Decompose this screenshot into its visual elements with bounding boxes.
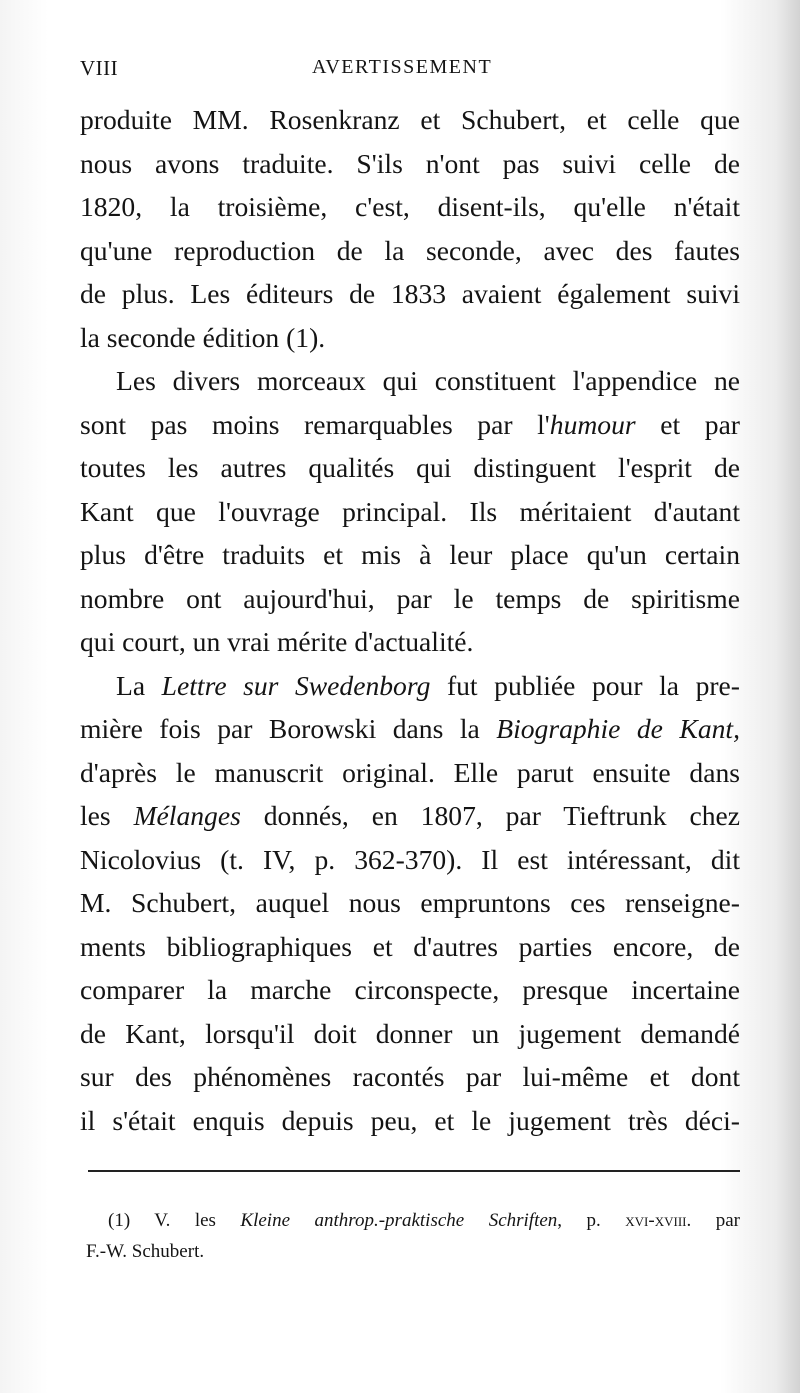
text-line: produite MM. Rosenkranz et Schubert, et celle que (80, 104, 740, 135)
text-line: de plus. Les éditeurs de 1833 avaient également suivi (80, 278, 740, 309)
text-run: et par (635, 408, 740, 440)
text-line: nous avons traduite. S'ils n'ont pas suivi celle de (80, 147, 740, 179)
text-line: M. Schubert, auquel nous empruntons ces renseigne- (80, 887, 740, 918)
running-title: AVERTISSEMENT (312, 56, 493, 78)
footnote-line (86, 1205, 740, 1236)
text-line (80, 794, 740, 838)
text-line: Nicolovius (t. IV, p. 362-370). Il est intéressant, dit (80, 843, 740, 875)
text-run: les (80, 800, 134, 831)
text-line: la seconde édition (1). (80, 321, 326, 353)
footnote-line: F.-W. Schubert. (86, 1241, 205, 1262)
footnote-title: Kleine anthrop.-praktische Schriften (240, 1210, 558, 1231)
footnote-marker: (1) V. les (108, 1210, 241, 1231)
text-line: nombre ont aujourd'hui, par le temps de spiritisme (80, 582, 740, 614)
text-run: mière fois par Borowski dans la (80, 713, 497, 744)
page-header (80, 56, 740, 86)
text-line: toutes les autres qualités qui distinguent l'esprit de (80, 452, 740, 483)
italic-term: humour (549, 408, 636, 440)
text-line: comparer la marche circonspecte, presque incertaine (80, 974, 740, 1005)
text-line: plus d'être traduits et mis à leur place qu'un certain (80, 539, 740, 570)
paragraph-start-line: Les divers morceaux qui constituent l'appendice ne (116, 365, 740, 396)
text-line: qu'une reproduction de la seconde, avec des fautes (80, 234, 740, 266)
text-run: La (116, 669, 162, 701)
text-line: il s'était enquis depuis peu, et le jugement très déci- (80, 1104, 740, 1136)
text-line (80, 403, 740, 447)
page-number: VIII (80, 56, 119, 80)
text-line: 1820, la troisième, c'est, disent-ils, qu'elle n'était (80, 191, 740, 222)
main-text (80, 98, 740, 1142)
text-run: . par (686, 1210, 740, 1231)
footnote-divider (88, 1170, 740, 1172)
footnote-pages: xvi-xviii (625, 1210, 687, 1231)
text-run: fut publiée pour la pre- (430, 669, 740, 701)
text-run: , p. (557, 1210, 626, 1231)
text-line (80, 707, 740, 751)
italic-title: Lettre sur Swedenborg (161, 669, 431, 701)
text-line: sur des phénomènes racontés par lui-même et dont (80, 1061, 740, 1092)
italic-title: Mélanges (133, 800, 241, 831)
text-run: donnés, en 1807, par Tieftrunk chez (240, 800, 740, 831)
text-line: qui court, un vrai mérite d'actualité. (80, 626, 474, 657)
text-line: d'après le manuscrit original. Elle parut ensuite dans (80, 756, 740, 788)
text-line: Kant que l'ouvrage principal. Ils méritaient d'autant (80, 495, 740, 527)
text-line: ments bibliographiques et d'autres parties encore, de (80, 930, 740, 962)
text-line: de Kant, lorsqu'il doit donner un jugement demandé (80, 1017, 740, 1049)
footnote (86, 1205, 740, 1267)
text-run: sont pas moins remarquables par l' (80, 408, 550, 440)
paragraph-start-line (80, 664, 740, 708)
italic-title: Biographie de Kant, (496, 713, 740, 744)
